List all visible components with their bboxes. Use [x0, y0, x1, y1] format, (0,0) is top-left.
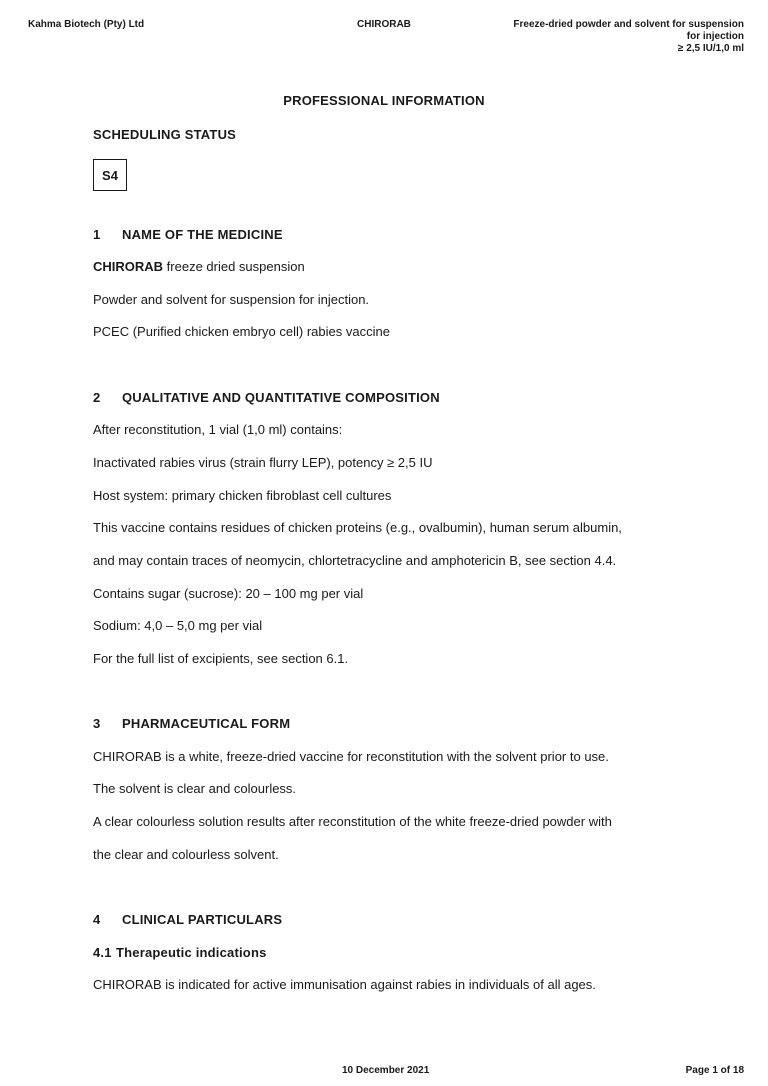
paragraph: Sodium: 4,0 – 5,0 mg per vial	[93, 618, 263, 633]
paragraph: This vaccine contains residues of chicken proteins (e.g., ovalbumin), human serum albumin,	[93, 520, 622, 535]
section-1-heading	[93, 227, 283, 242]
paragraph: PCEC (Purified chicken embryo cell) rabies vaccine	[93, 324, 390, 339]
scheduling-status-value: S4	[102, 167, 118, 183]
header-form-line: for injection	[686, 31, 744, 42]
paragraph: Contains sugar (sucrose): 20 – 100 mg per vial	[93, 586, 364, 601]
subsection-number: 4.1	[93, 945, 112, 960]
paragraph: CHIRORAB is indicated for active immunisation against rabies in individuals of all ages.	[93, 977, 596, 992]
section-title: CLINICAL PARTICULARS	[122, 912, 283, 927]
text: freeze dried suspension	[163, 259, 305, 274]
paragraph: CHIRORAB is a white, freeze-dried vaccine for reconstitution with the solvent prior to use.	[93, 749, 609, 764]
product-name: CHIRORAB	[93, 259, 164, 274]
document-title: PROFESSIONAL INFORMATION	[283, 93, 485, 108]
section-title: PHARMACEUTICAL FORM	[122, 716, 291, 731]
section-3-heading	[93, 716, 290, 731]
paragraph: the clear and colourless solvent.	[93, 847, 279, 862]
section-number: 3	[93, 716, 101, 731]
section-title: NAME OF THE MEDICINE	[122, 227, 283, 242]
header-form	[513, 19, 744, 55]
subsection-title: Therapeutic indications	[116, 945, 267, 960]
header-product: CHIRORAB	[357, 19, 411, 30]
section-number: 2	[93, 390, 101, 405]
paragraph: Inactivated rabies virus (strain flurry LEP), potency ≥ 2,5 IU	[93, 455, 433, 470]
paragraph: After reconstitution, 1 vial (1,0 ml) contains:	[93, 422, 343, 437]
header-company: Kahma Biotech (Pty) Ltd	[28, 19, 145, 30]
scheduling-status-box	[93, 159, 127, 191]
paragraph: Host system: primary chicken fibroblast cell cultures	[93, 488, 392, 503]
section-number: 4	[93, 912, 101, 927]
section-4-heading	[93, 912, 282, 927]
section-number: 1	[93, 227, 101, 242]
section-title: QUALITATIVE AND QUANTITATIVE COMPOSITION	[122, 390, 440, 405]
section-2-heading	[93, 390, 440, 405]
header-form-line: Freeze-dried powder and solvent for suspension	[513, 19, 744, 30]
footer-date: 10 December 2021	[342, 1065, 430, 1076]
paragraph: For the full list of excipients, see section 6.1.	[93, 651, 349, 666]
footer-page-number: Page 1 of 18	[685, 1065, 744, 1076]
subsection-4-1-heading	[93, 945, 267, 960]
scheduling-status-label: SCHEDULING STATUS	[93, 127, 237, 142]
paragraph: Powder and solvent for suspension for injection.	[93, 292, 370, 307]
paragraph: The solvent is clear and colourless.	[93, 781, 297, 796]
paragraph	[93, 259, 305, 275]
paragraph: A clear colourless solution results after reconstitution of the white freeze-dried powder with	[93, 814, 612, 829]
header-form-line: ≥ 2,5 IU/1,0 ml	[677, 43, 744, 54]
paragraph: and may contain traces of neomycin, chlortetracycline and amphotericin B, see section 4.4.	[93, 553, 617, 568]
